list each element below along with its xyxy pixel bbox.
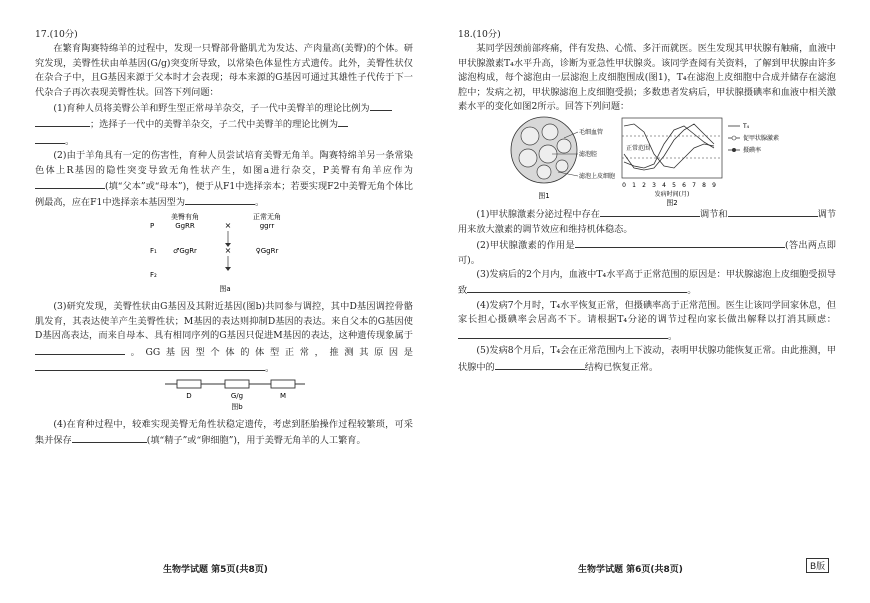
answer-blank	[35, 344, 125, 355]
gene-d-label: D	[186, 392, 192, 401]
answer-blank	[370, 100, 392, 111]
q18-intro: 某同学因颈前部疼痛，伴有发热、心慌、多汗而就医。医生发现其甲状腺有触痛，血液中甲状腺激素T₄水平升高，诊断为亚急性甲状腺炎。该同学查阅有关资料，了解到甲状腺由许多滤泡构成，每个滤泡由一层滤泡上皮细胞围成(图1)，T₄在滤泡上皮细胞中合成并储存在滤泡腔中；发病之初，甲状腺滤泡上皮细胞受损；多数患者发病后，甲状腺摄碘率和血液中相关激素水平的变化如图2所示。回答下列问题：	[458, 43, 836, 113]
q18-sub5: (5)发病8个月后，T₄会在正常范围内上下波动，表明甲状腺功能恢复正常。由此推测，甲状腺中的 结构已恢复正常。	[458, 345, 836, 373]
fig-a-col2-genotype: ggrr	[259, 221, 275, 230]
answer-blank	[338, 116, 348, 127]
fig-a-f1-male: ♂GgRr	[173, 246, 197, 255]
q17-sub2: (2)由于羊角具有一定的伤害性，育种人员尝试培育美臀无角羊。陶赛特绵羊另一条常染色体上R基因的隐性突变导致无角性状产生，如图a进行杂交，P美臀有角羊应作为(填“父本”或“母本”)，便于从F1中选择亲本；若要实现F2中美臀无角个体比例最高，应在F1中选择亲本基因型为 。	[35, 150, 413, 209]
fig-a-col1: 美臀有角	[171, 212, 199, 221]
fig-a-col1-genotype: GgRR	[175, 221, 195, 230]
q17-intro: 在繁育陶赛特绵羊的过程中，发现一只臀部骨骼肌尤为发达、产肉量高(美臀)的个体。研究发现，美臀性状由单基因(G/g)突变所导致，以常染色体显性方式遗传。此外，美臀性状仅在杂合子中，且G基因来源于父本时才会表现；母本来源的G基因可通过其雄性子代传于下一代杂合子再次表现美臀性状。回答下列问题：	[35, 43, 413, 98]
answer-blank	[495, 359, 585, 370]
answer-blank	[35, 116, 90, 127]
fig-a-caption: 图a	[219, 284, 231, 293]
footer-page-left: 生物学试题 第5页(共8页)	[163, 565, 268, 575]
fig1-cell-label: 滤泡上皮细胞	[579, 173, 616, 181]
x-tick: 1	[632, 182, 636, 190]
answer-blank	[185, 194, 255, 205]
fig1-capillary-label: 毛细血管	[579, 129, 604, 137]
question-18	[458, 28, 836, 375]
legend-tsh: 促甲状腺激素	[743, 135, 780, 143]
answer-blank	[35, 133, 65, 144]
q18-sub1: (1)甲状腺激素分泌过程中存在 调节和 调节用来放大激素的调节效应和维持机体稳态。	[458, 206, 836, 237]
gene-m-label: M	[279, 392, 287, 401]
q18-figures	[458, 114, 836, 206]
answer-blank	[72, 432, 147, 443]
fig-a-row-f1: F₁	[150, 246, 157, 255]
x-tick: 6	[682, 182, 686, 190]
footer-page-right: 生物学试题 第6页(共8页)	[578, 565, 683, 575]
q17-sub3: (3)研究发现，美臀性状由G基因及其附近基因(图b)共同参与调控，其中D基因调控骨骼肌发育，其表达使羊产生美臀性状；M基因的表达则抑制D基因的表达。来自父本的G基因使D基因高表达，而来自母本、具有相同序列的G基因只促进M基因的表达，这种遗传现象属于。GG基因型个体的体型正常，推测其原因是。	[35, 301, 413, 374]
q18-sub3: (3)发病后的2个月内，血液中T₄水平高于正常范围的原因是：甲状腺滤泡上皮细胞受损导致 。	[458, 269, 836, 297]
answer-blank	[458, 328, 668, 339]
x-tick: 4	[662, 182, 666, 190]
q18-sub2: (2)甲状腺激素的作用是 (答出两点即可)。	[458, 237, 836, 268]
fig-a-row-p: P	[150, 221, 155, 230]
figure-a-cross-diagram	[35, 211, 413, 295]
gene-d-box	[177, 380, 201, 388]
gene-g-label: G/g	[230, 392, 244, 401]
fig2-x-ticks	[622, 182, 716, 189]
fig1-lumen-label: 滤泡腔	[579, 151, 598, 159]
answer-blank	[600, 206, 700, 217]
question-17: 17.(10分) 在繁育陶赛特绵羊的过程中，发现一只臀部骨骼肌尤为发达、产肉量高(美臀)的个体。研究发现，美臀性状由单基因(G/g)突变所导致，以常染色体显性方式遗传。此外，美臀性状仅在杂合子中，且G基因来源于父本时才会表现；母本来源的G基因可通过其雄性子代传于下一代杂合子再次表现美臀性状。回答下列问题： (1)育种人员将美臀公羊和野生型正常母羊杂交，子一代中美臀羊的理论比例为 ；选择子一代中的美臀羊杂交，子二代中美臀羊的理论比例为 。 (2)由于羊角具有一定的伤害性，育种人员尝试培育美臀无角羊。陶赛特绵羊另一条常染色体上R基因的隐性突变导致无角性状产生，如图a进行杂交，P美臀有角羊应作为(填“父本”或“母本”)，便于从F1中选择亲本；若要实现F2中美臀无角个体比例最高，应在F1中选择亲本基因型为 。 美臀有角 GgRR 正常无角 ggrr P × F₁ ♂GgRr × ♀GgRr F₂ 图a (3)研究发现，美臀性状由G基因及其附近基因(图b)共同参与调控，其中D基因调控骨骼肌发育，其表达使羊产生美臀性状；M基因的表达则抑制D基因的表达。来自父本的G基因使D基因高表达，而来自母本、具有相同序列的G基因只促进M基因的表达，这种遗传现象属于。GG基因型个体的体型正常，推测其原因是。 D G/g M 图b (4)在育种过程中，较难实现美臀无角性状稳定遗传，考虑到胚胎操作过程较繁琐，可采集并保存 (填“精子”或“卵细胞”)，用于美臀无角羊的人工繁育。	[35, 28, 413, 449]
fig1-caption: 图1	[538, 192, 550, 201]
figure-1-follicle	[508, 114, 616, 206]
x-tick: 2	[642, 182, 646, 190]
q17-sub4: (4)在育种过程中，较难实现美臀无角性状稳定遗传，考虑到胚胎操作过程较繁琐，可采集并保存 (填“精子”或“卵细胞”)，用于美臀无角羊的人工繁育。	[35, 418, 413, 447]
x-tick: 0	[622, 182, 626, 190]
fig2-xlabel: 发病时间(月)	[654, 191, 690, 199]
figure-b-gene-map	[35, 376, 413, 412]
x-tick: 5	[672, 182, 676, 190]
x-tick: 9	[712, 182, 716, 190]
fig2-caption: 图2	[666, 199, 678, 207]
x-tick: 3	[652, 182, 656, 190]
x-tick: 7	[692, 182, 696, 190]
fig-a-cross-symbol: ×	[224, 220, 232, 230]
answer-blank	[35, 178, 105, 189]
answer-blank	[575, 237, 785, 248]
q18-heading: 18.(10分)	[458, 29, 501, 40]
q17-heading: 17.(10分)	[35, 29, 78, 40]
answer-blank	[35, 360, 265, 371]
fig-a-row-f2: F₂	[150, 270, 157, 279]
gene-m-box	[271, 380, 295, 388]
q18-sub4: (4)发病7个月时，T₄水平恢复正常，但摄碘率高于正常范围。医生让该同学回家休息，但家长担心摄碘率会居高不下。请根据T₄分泌的调节过程向家长做出解释以打消其顾虑：。	[458, 299, 836, 342]
legend-iodine: 摄碘率	[743, 147, 762, 155]
version-badge: B版	[806, 558, 829, 573]
figure-2-line-chart	[618, 114, 818, 206]
x-tick: 8	[702, 182, 706, 190]
answer-blank	[728, 206, 818, 217]
fig-a-cross-symbol-2: ×	[224, 245, 232, 255]
fig-a-col2: 正常无角	[253, 212, 281, 221]
gene-g-box	[225, 380, 249, 388]
fig-a-f1-female: ♀GgRr	[255, 246, 279, 255]
fig2-normal-range: 正常范围	[626, 145, 651, 153]
fig-b-caption: 图b	[231, 403, 243, 412]
legend-t4: T₄	[743, 123, 750, 131]
q17-sub1: (1)育种人员将美臀公羊和野生型正常母羊杂交，子一代中美臀羊的理论比例为	[35, 100, 413, 116]
answer-blank	[467, 282, 687, 293]
